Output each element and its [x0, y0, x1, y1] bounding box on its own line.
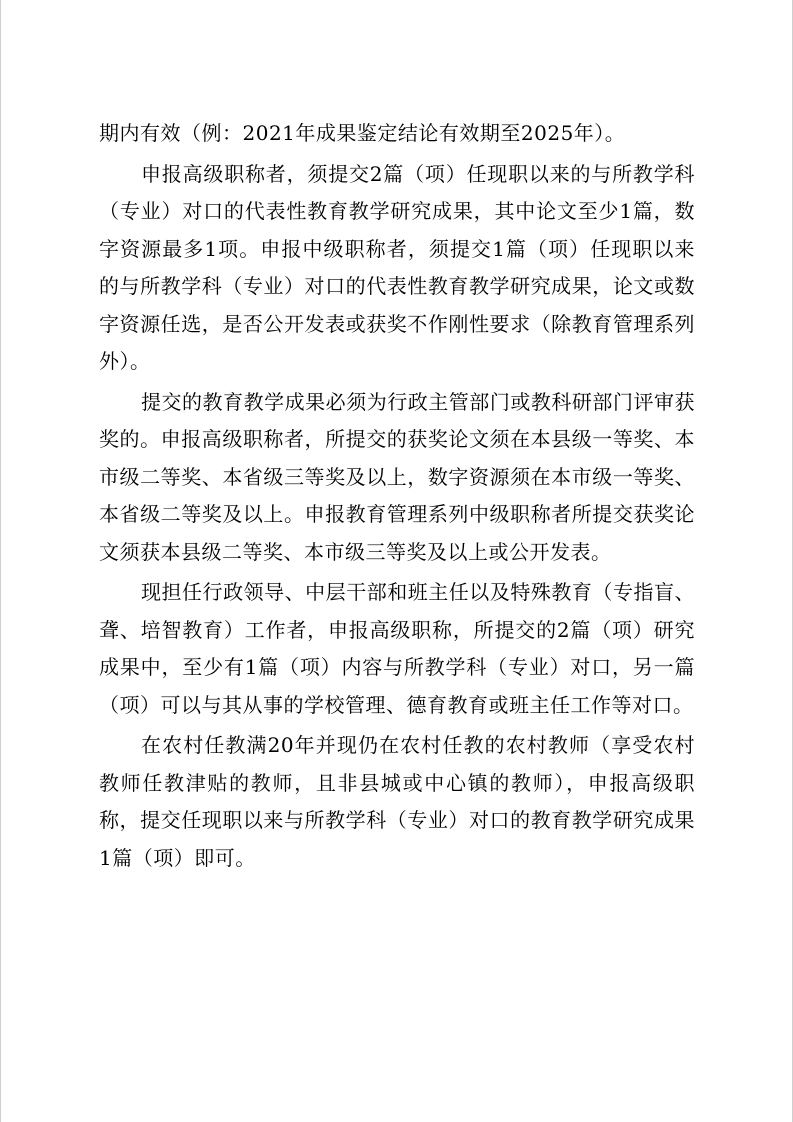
paragraph-award-requirements: 提交的教育教学成果必须为行政主管部门或教科研部门评审获奖的。申报高级职称者，所提交的获奖论文须在本县级一等奖、本市级二等奖、本省级三等奖及以上，数字资源须在本市级一等奖、本省级二等奖及以上。申报教育管理系列中级职称者所提交获奖论文须获本县级二等奖、本市级三等奖及以上或公开发表。 [99, 389, 695, 564]
paragraph-research-requirements: 申报高级职称者，须提交2篇（项）任现职以来的与所教学科（专业）对口的代表性教育教学研究成果，其中论文至少1篇，数字资源最多1项。申报中级职称者，须提交1篇（项）任现职以来的与所教学科（专业）对口的代表性教育教学研究成果，论文或数字资源任选，是否公开发表或获奖不作刚性要求（除教育管理系列外）。 [99, 161, 695, 373]
paragraph-continuation: 期内有效（例：2021年成果鉴定结论有效期至2025年）。 [99, 121, 626, 145]
paragraph-rural-teachers: 在农村任教满20年并现仍在农村任教的农村教师（享受农村教师任教津贴的教师，且非县城或中心镇的教师），申报高级职称，提交任现职以来与所教学科（专业）对口的教育教学研究成果1篇（项）即可。 [99, 733, 695, 870]
document-body [99, 115, 695, 877]
paragraph-administrative-staff: 现担任行政领导、中层干部和班主任以及特殊教育（专指盲、聋、培智教育）工作者，申报高级职称，所提交的2篇（项）研究成果中，至少有1篇（项）内容与所教学科（专业）对口，另一篇（项）可以与其从事的学校管理、德育教育或班主任工作等对口。 [99, 580, 695, 717]
